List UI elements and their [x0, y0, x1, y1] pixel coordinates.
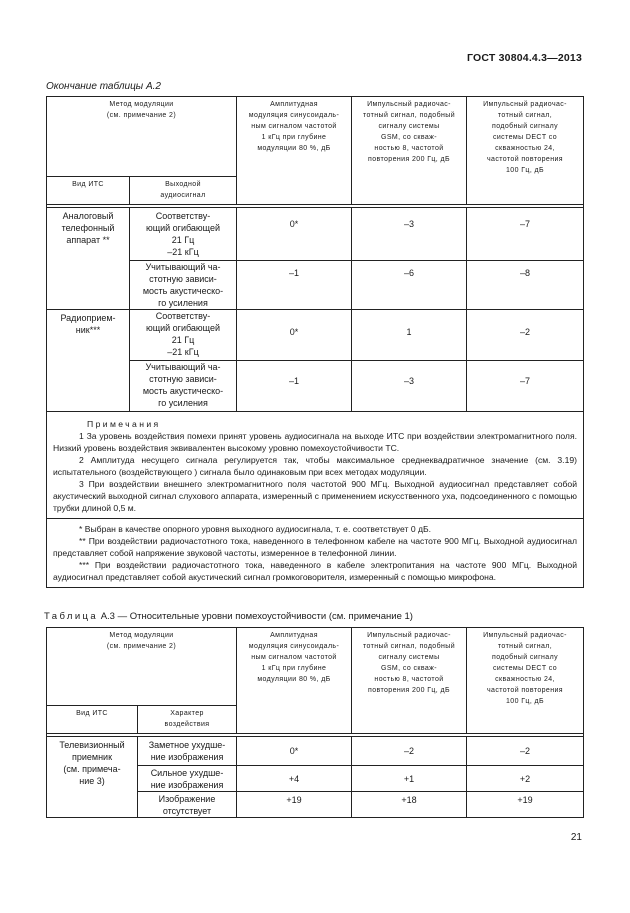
- dect-value: –2: [467, 737, 584, 766]
- table-a2-caption: Окончание таблицы А.2: [46, 81, 161, 92]
- dect-value: –2: [467, 310, 584, 361]
- dect-value: –8: [467, 261, 584, 310]
- note-item: 1 За уровень воздействия помехи принят уровень аудиосигнала на выходе ИТС при воздействии электромагнитного поля. Низкий уровень воздействия эквивалентен высокому уровню помехоустойчивости ТС.: [53, 431, 577, 453]
- am-column-header: Амплитудная модуляция синусоидаль- ным сигналом частотой 1 кГц при глубине модуляции 80 %, дБ: [237, 97, 352, 205]
- signal-cell: Соответству- ющий огибающей 21 Гц –21 кГц: [130, 310, 237, 361]
- gsm-column-header: Импульсный радиочас- тотный сигнал, подобный сигналу системы GSM, со скваж- ностью 8, частотой повторения 200 Гц, дБ: [352, 628, 467, 734]
- effect-cell: Изображение отсутствует: [138, 792, 237, 818]
- page-number: 21: [570, 832, 582, 843]
- table-a3-caption-text: А.3 — Относительные уровни помехоустойчивости (см. примечание 1): [100, 611, 413, 622]
- dect-value: –7: [467, 208, 584, 261]
- effect-header: Характер воздействия: [138, 706, 237, 734]
- am-value: –1: [237, 261, 352, 310]
- footnote-item: * Выбран в качестве опорного уровня выходного аудиосигнала, т. е. соответствует 0 дБ.: [79, 524, 432, 534]
- method-header: Метод модуляции (см. примечание 2): [47, 97, 237, 177]
- am-value: 0*: [237, 310, 352, 361]
- dect-column-header: Импульсный радиочас- тотный сигнал, подобный сигналу системы DECT со скважностью 24, частотой повторения 100 Гц, дБ: [467, 97, 584, 205]
- gsm-value: –6: [352, 261, 467, 310]
- dect-value: –7: [467, 361, 584, 412]
- table-a2: [46, 96, 584, 588]
- dect-column-header: Импульсный радиочас- тотный сигнал, подобный сигналу системы DECT со скважностью 24, частотой повторения 100 Гц, дБ: [467, 628, 584, 734]
- dect-value: +19: [467, 792, 584, 818]
- gsm-value: +18: [352, 792, 467, 818]
- effect-cell: Сильное ухудше- ние изображения: [138, 766, 237, 792]
- audio-output-header: Выходной аудиосигнал: [130, 177, 237, 205]
- signal-cell: Учитывающий ча- стотную зависи- мость акустическо- го усиления: [130, 261, 237, 310]
- its-type-header: Вид ИТС: [47, 706, 138, 734]
- am-column-header: Амплитудная модуляция синусоидаль- ным сигналом частотой 1 кГц при глубине модуляции 80 %, дБ: [237, 628, 352, 734]
- table-a3-caption: [44, 611, 413, 622]
- method-header: Метод модуляции (см. примечание 2): [47, 628, 237, 706]
- effect-cell: Заметное ухудше- ние изображения: [138, 737, 237, 766]
- am-value: 0*: [237, 208, 352, 261]
- gsm-value: –2: [352, 737, 467, 766]
- its-cell: Радиоприем- ник***: [47, 310, 130, 412]
- gsm-value: 1: [352, 310, 467, 361]
- its-type-header: Вид ИТС: [47, 177, 130, 205]
- its-cell: Аналоговый телефонный аппарат **: [47, 208, 130, 310]
- table-a3-caption-label: Таблица: [44, 611, 99, 622]
- signal-cell: Соответству- ющий огибающей 21 Гц –21 кГц: [130, 208, 237, 261]
- notes-block: [47, 412, 584, 519]
- footnote-item: ** При воздействии радиочастотного тока, наведенного в телефонном кабеле на частоте 900 МГц. Выходной аудиосигнал представляет собой напряжение звуковой частоты, измеренное в телефонной линии.: [53, 536, 577, 558]
- gsm-value: –3: [352, 208, 467, 261]
- signal-cell: Учитывающий ча- стотную зависи- мость акустическо- го усиления: [130, 361, 237, 412]
- footnote-item: *** При воздействии радиочастотного тока, наведенного в кабеле электропитания на частоте 900 МГц. Выходной аудиосигнал представляет собой акустический сигнал громкоговорителя, измеренный с помощью микрофона.: [53, 560, 577, 582]
- dect-value: +2: [467, 766, 584, 792]
- footnotes-block: [47, 519, 584, 588]
- notes-title: Примечания: [87, 419, 161, 429]
- table-a3: [46, 627, 584, 818]
- document-code: ГОСТ 30804.4.3—2013: [466, 52, 582, 64]
- am-value: +4: [237, 766, 352, 792]
- am-value: +19: [237, 792, 352, 818]
- gsm-column-header: Импульсный радиочас- тотный сигнал, подобный сигналу системы GSM, со скваж- ностью 8, частотой повторения 200 Гц, дБ: [352, 97, 467, 205]
- note-item: 3 При воздействии внешнего электромагнитного поля частотой 900 МГц. Выходной аудиосигнал представляет собой акустический выходной сигнал слухового аппарата, измеренный с применением искусственного уха, подсоединенного с помощью трубки длиной 0,5 м.: [53, 479, 577, 513]
- am-value: –1: [237, 361, 352, 412]
- gsm-value: +1: [352, 766, 467, 792]
- note-item: 2 Амплитуда несущего сигнала регулируется так, чтобы максимальное среднеквадратичное значение (см. 3.19) испытательного (воздействующего ) сигнала было одинаковым при всех методах модуляции.: [53, 455, 577, 477]
- am-value: 0*: [237, 737, 352, 766]
- its-cell: Телевизионный приемник (см. примеча- ние 3): [47, 737, 138, 818]
- gsm-value: –3: [352, 361, 467, 412]
